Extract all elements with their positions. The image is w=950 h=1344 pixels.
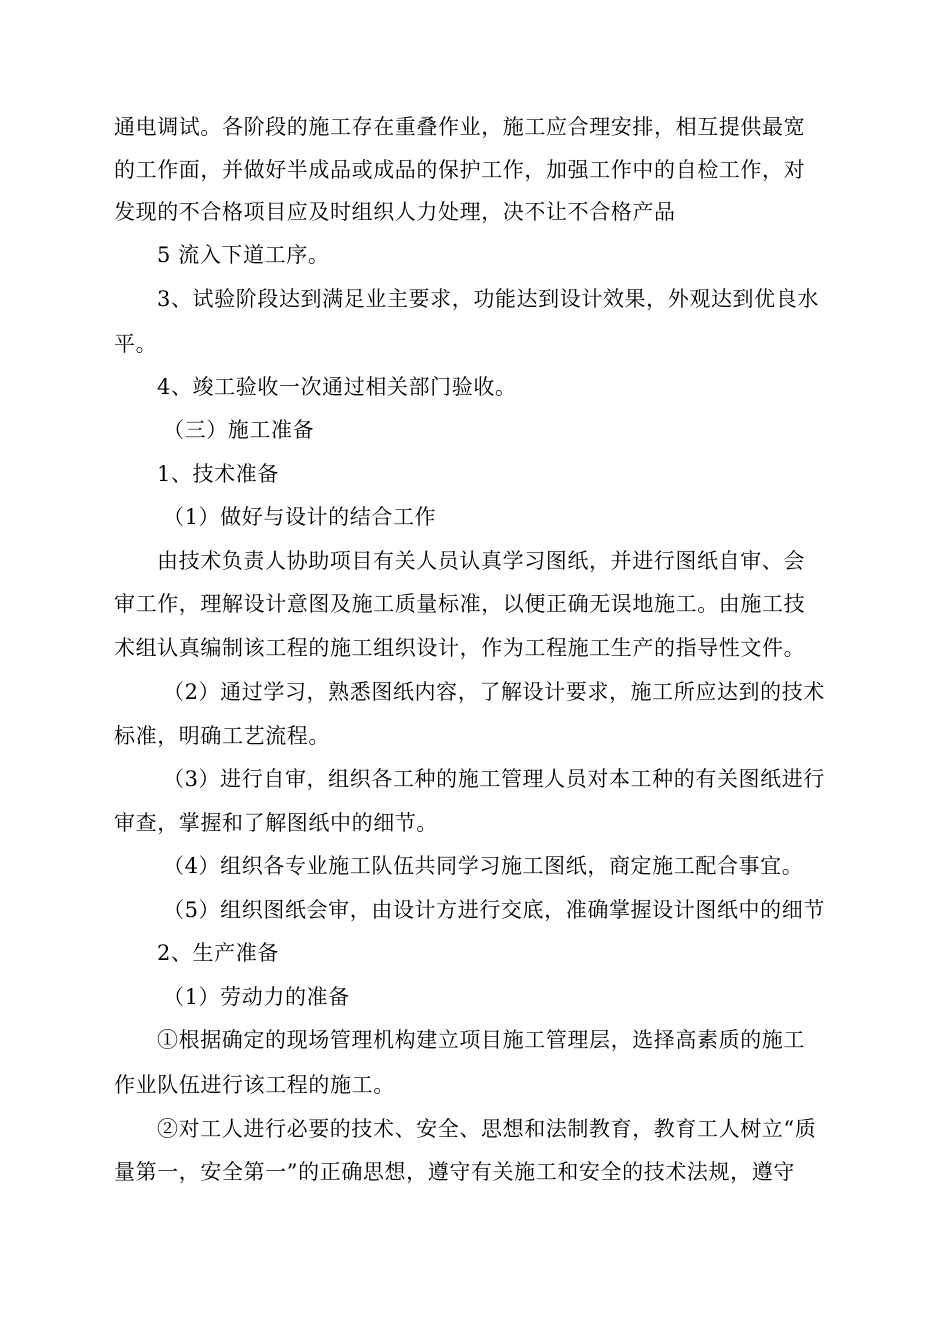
text-line: 审查，掌握和了解图纸中的细节。: [114, 811, 438, 835]
text-line: （4）组织各专业施工队伍共同学习施工图纸，商定施工配合事宜。: [163, 854, 804, 878]
text-line: 标准，明确工艺流程。: [114, 724, 330, 748]
text-line: 通电调试。各阶段的施工存在重叠作业，施工应合理安排，相互提供最宽: [114, 115, 806, 139]
text-line: （5）组织图纸会审，由设计方进行交底，准确掌握设计图纸中的细节: [163, 898, 825, 922]
text-line: ②对工人进行必要的技术、安全、思想和法制教育，教育工人树立“质: [157, 1117, 817, 1141]
text-line: 量第一，安全第一”的正确思想，遵守有关施工和安全的技术法规，遵守: [114, 1160, 795, 1184]
text-line: （2）通过学习，熟悉图纸内容，了解设计要求，施工所应达到的技术: [163, 680, 825, 704]
text-line: （3）进行自审，组织各工种的施工管理人员对本工种的有关图纸进行: [163, 767, 825, 791]
text-line: 的工作面，并做好半成品或成品的保护工作，加强工作中的自检工作，对: [114, 158, 806, 182]
text-line: 3、试验阶段达到满足业主要求，功能达到设计效果，外观达到优良水: [157, 287, 819, 311]
subsection-heading: 1、技术准备: [157, 462, 279, 486]
text-line: 4、竣工验收一次通过相关部门验收。: [157, 375, 517, 399]
subsection-heading: 2、生产准备: [157, 941, 279, 965]
text-line: 审工作，理解设计意图及施工质量标准，以便正确无误地施工。由施工技: [114, 592, 806, 616]
text-line: 平。: [114, 332, 158, 356]
text-line: 发现的不合格项目应及时组织人力处理，决不让不合格产品: [114, 200, 676, 224]
section-heading: （三）施工准备: [163, 418, 315, 442]
text-line: 术组认真编制该工程的施工组织设计，作为工程施工生产的指导性文件。: [114, 636, 806, 660]
text-line: 由技术负责人协助项目有关人员认真学习图纸，并进行图纸自审、会: [157, 549, 805, 573]
text-line: 作业队伍进行该工程的施工。: [114, 1073, 395, 1097]
text-line: （1）劳动力的准备: [163, 985, 350, 1009]
text-line: （1）做好与设计的结合工作: [163, 505, 437, 529]
text-line: ①根据确定的现场管理机构建立项目施工管理层，选择高素质的施工: [157, 1028, 805, 1052]
text-line: 5 流入下道工序。: [157, 243, 330, 267]
